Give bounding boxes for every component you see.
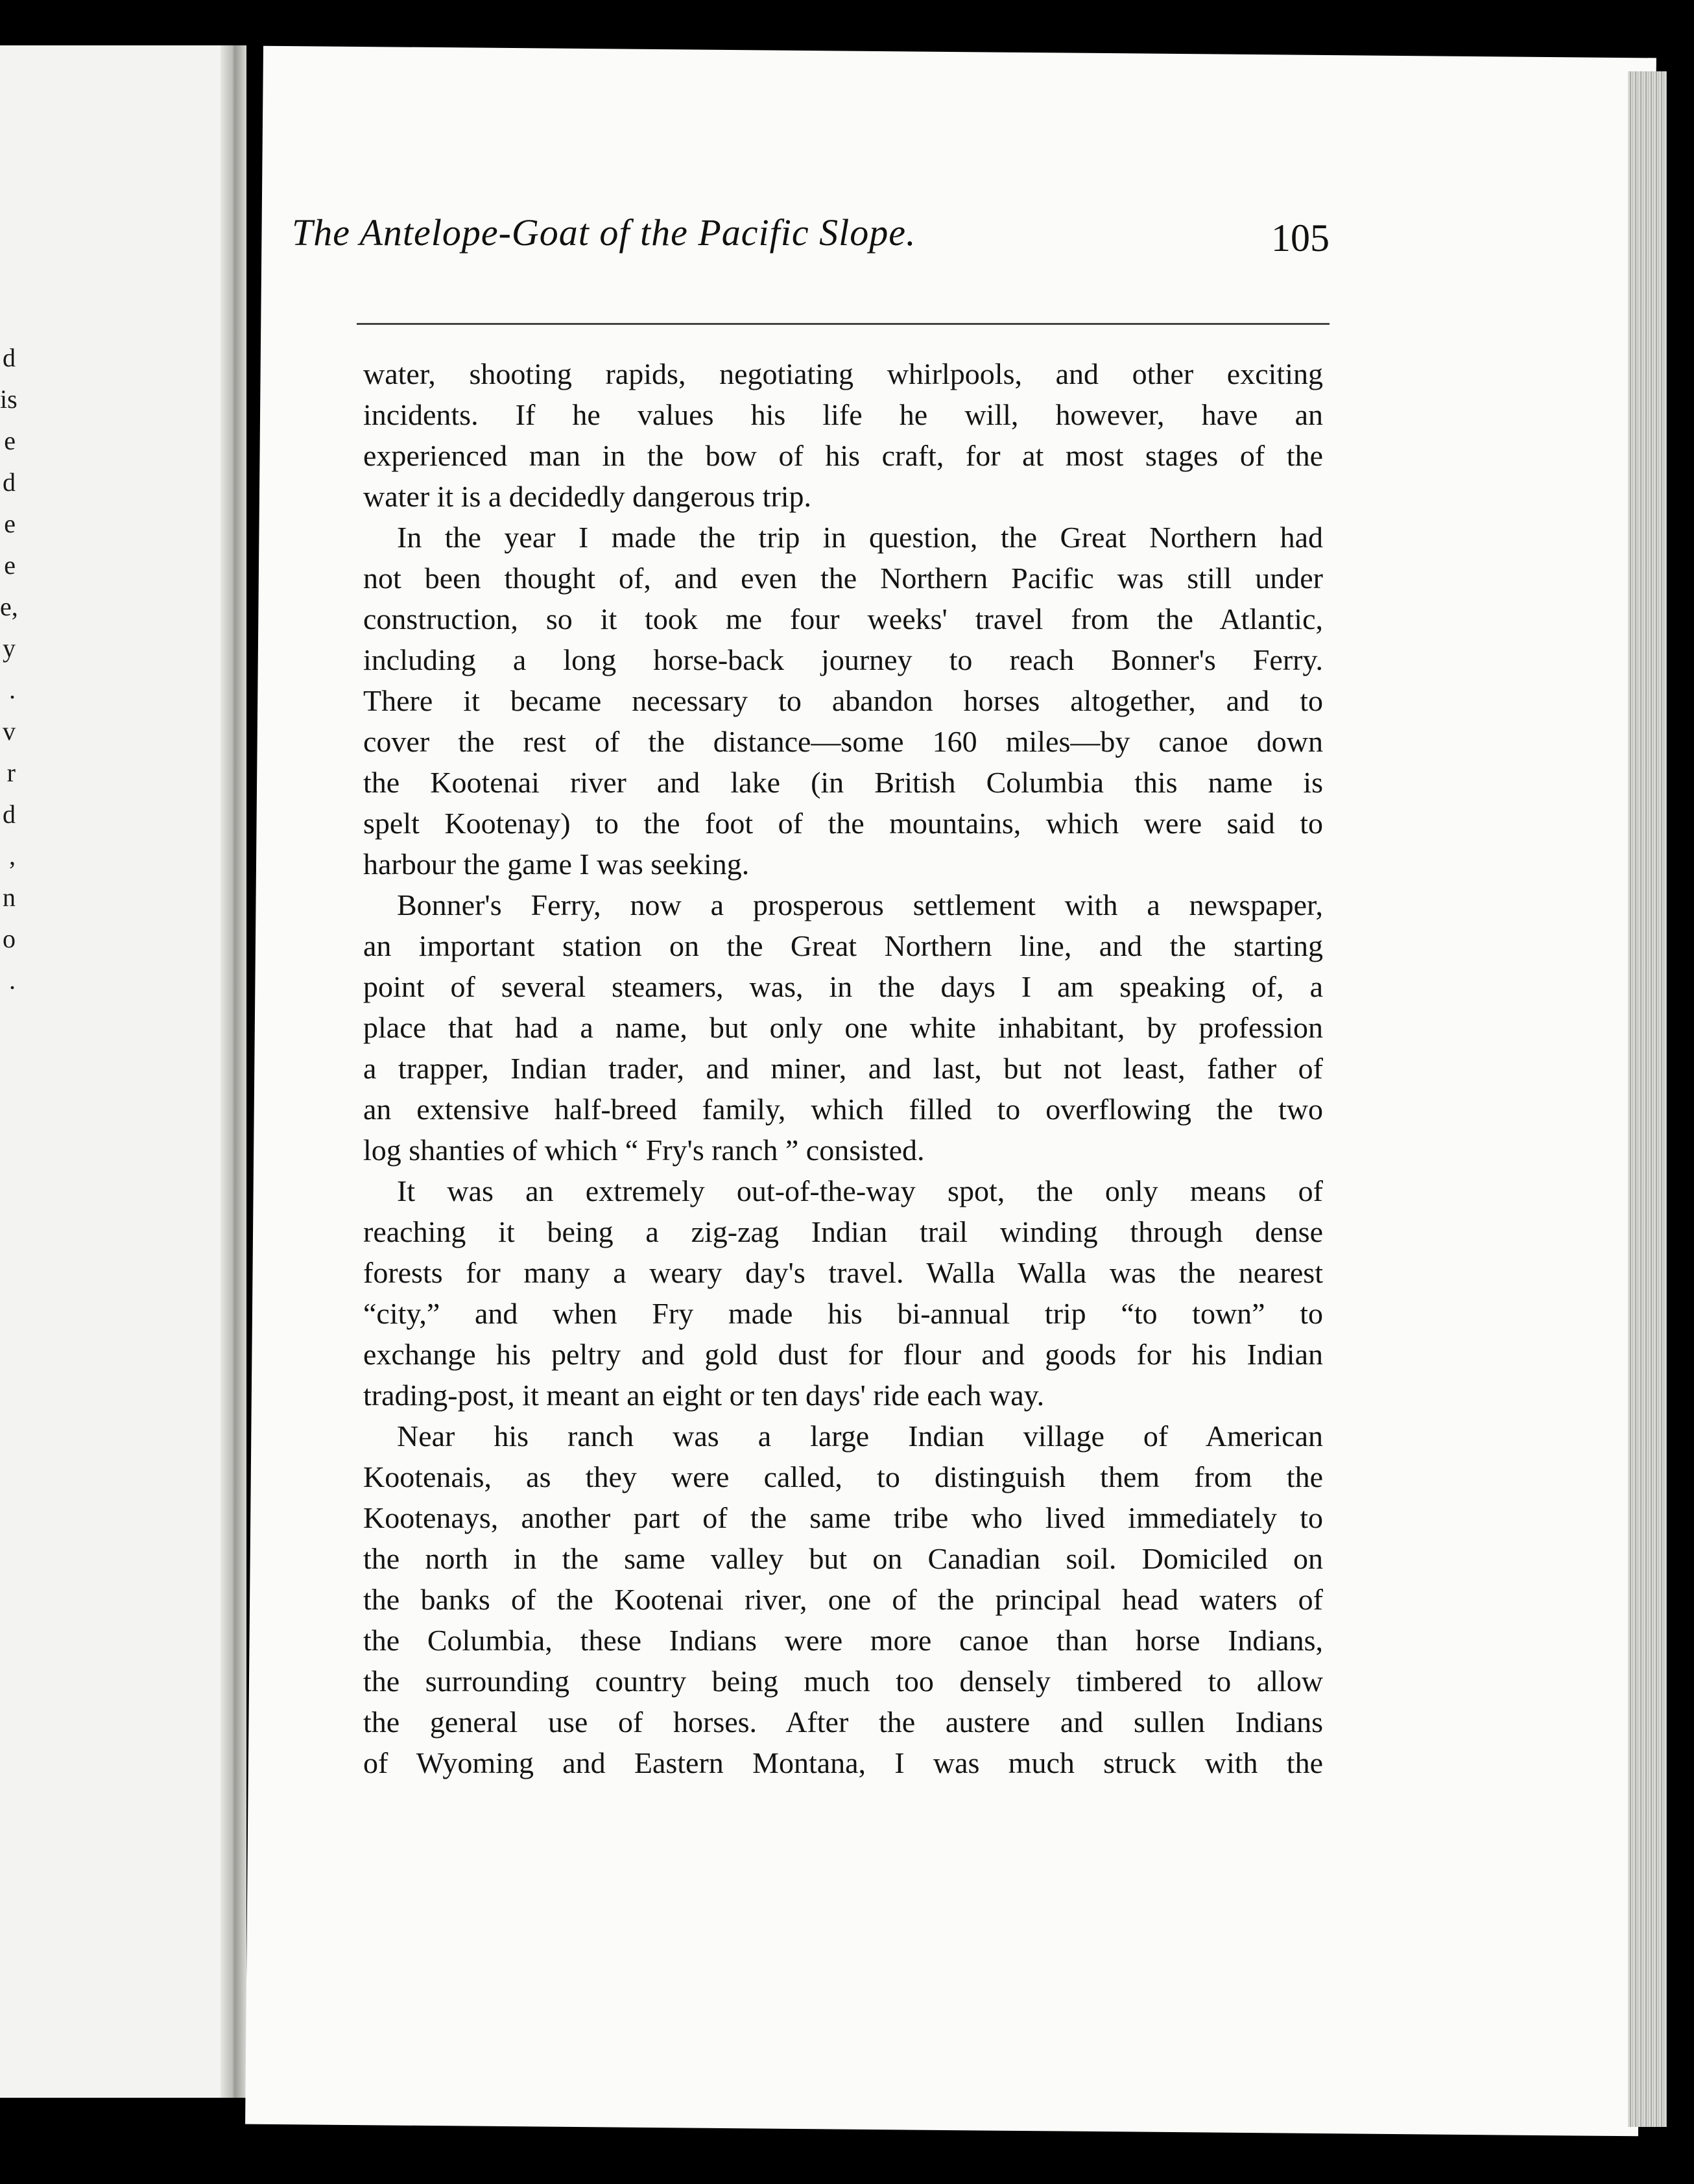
left-page	[0, 45, 245, 2098]
left-fragment: v	[3, 717, 16, 746]
left-fragment: e	[4, 509, 16, 538]
text-line: the north in the same valley but on Canadian soil. Domiciled on	[363, 1542, 1323, 1575]
text-line: not been thought of, and even the Northern Pacific was still under	[363, 562, 1323, 595]
text-line: spelt Kootenay) to the foot of the mountains, which were said to	[363, 807, 1323, 840]
text-line: forests for many a weary day's travel. Walla Walla was the nearest	[363, 1256, 1323, 1289]
text-line: reaching it being a zig-zag Indian trail winding through dense	[363, 1215, 1323, 1248]
left-fragment: n	[3, 883, 16, 912]
running-head-title: The Antelope-Goat of the Pacific Slope.	[292, 211, 916, 254]
header-rule	[357, 323, 1330, 325]
text-line: the surrounding country being much too densely timbered to allow	[363, 1665, 1323, 1698]
text-line: log shanties of which “ Fry's ranch ” consisted.	[363, 1134, 925, 1167]
text-line: Near his ranch was a large Indian village of American	[397, 1419, 1323, 1453]
page-edges	[1628, 71, 1667, 2127]
left-page-text-fragments	[0, 337, 16, 1001]
left-fragment: d	[3, 343, 16, 372]
text-line: In the year I made the trip in question, the Great Northern had	[397, 521, 1323, 554]
left-fragment: .	[9, 966, 16, 995]
left-fragment: .	[9, 675, 16, 704]
text-line: exchange his peltry and gold dust for flour and goods for his Indian	[363, 1338, 1323, 1371]
text-line: trading-post, it meant an eight or ten days' ride each way.	[363, 1379, 1045, 1412]
text-line: There it became necessary to abandon horses altogether, and to	[363, 684, 1323, 717]
text-line: Kootenays, another part of the same tribe who lived immediately to	[363, 1501, 1323, 1534]
book-gutter	[221, 45, 246, 2098]
text-line: Kootenais, as they were called, to distinguish them from the	[363, 1460, 1323, 1493]
text-line: harbour the game I was seeking.	[363, 848, 750, 881]
text-line: place that had a name, but only one white inhabitant, by profession	[363, 1011, 1323, 1044]
text-line: point of several steamers, was, in the days I am speaking of, a	[363, 970, 1323, 1003]
text-line: It was an extremely out-of-the-way spot, the only means of	[397, 1174, 1323, 1207]
text-line: of Wyoming and Eastern Montana, I was much struck with the	[363, 1746, 1323, 1779]
text-line: including a long horse-back journey to reach Bonner's Ferry.	[363, 643, 1323, 676]
text-line: an extensive half-breed family, which filled to overflowing the two	[363, 1093, 1323, 1126]
left-fragment: e	[4, 551, 16, 580]
running-head	[240, 211, 1330, 276]
left-fragment: ,	[9, 841, 16, 870]
left-fragment: d	[3, 800, 16, 829]
left-fragment: o	[3, 924, 16, 953]
text-line: the general use of horses. After the austere and sullen Indians	[363, 1705, 1323, 1739]
left-fragment: r	[6, 758, 16, 787]
text-line: an important station on the Great Northern line, and the starting	[363, 929, 1323, 962]
text-line: the banks of the Kootenai river, one of the principal head waters of	[363, 1583, 1323, 1616]
text-line: cover the rest of the distance—some 160 miles—by canoe down	[363, 725, 1323, 758]
left-fragment: e,	[0, 592, 18, 621]
text-line: water, shooting rapids, negotiating whirlpools, and other exciting	[363, 357, 1323, 390]
text-line: experienced man in the bow of his craft, for at most stages of the	[363, 439, 1323, 472]
text-line: water it is a decidedly dangerous trip.	[363, 480, 812, 513]
text-line: Bonner's Ferry, now a prosperous settlement with a newspaper,	[397, 888, 1323, 921]
page-number: 105	[1271, 217, 1330, 259]
left-fragment: d	[3, 468, 16, 497]
text-line: “city,” and when Fry made his bi-annual trip “to town” to	[363, 1297, 1323, 1330]
text-line: the Columbia, these Indians were more canoe than horse Indians,	[363, 1624, 1323, 1657]
left-fragment: y	[3, 634, 16, 663]
text-line: the Kootenai river and lake (in British Columbia this name is	[363, 766, 1323, 799]
text-line: incidents. If he values his life he will, however, have an	[363, 398, 1323, 431]
left-fragment: e	[4, 426, 16, 455]
body-text	[363, 353, 1323, 1783]
text-line: a trapper, Indian trader, and miner, and last, but not least, father of	[363, 1052, 1323, 1085]
text-line: construction, so it took me four weeks' travel from the Atlantic,	[363, 602, 1323, 635]
left-fragment: is	[0, 385, 18, 414]
